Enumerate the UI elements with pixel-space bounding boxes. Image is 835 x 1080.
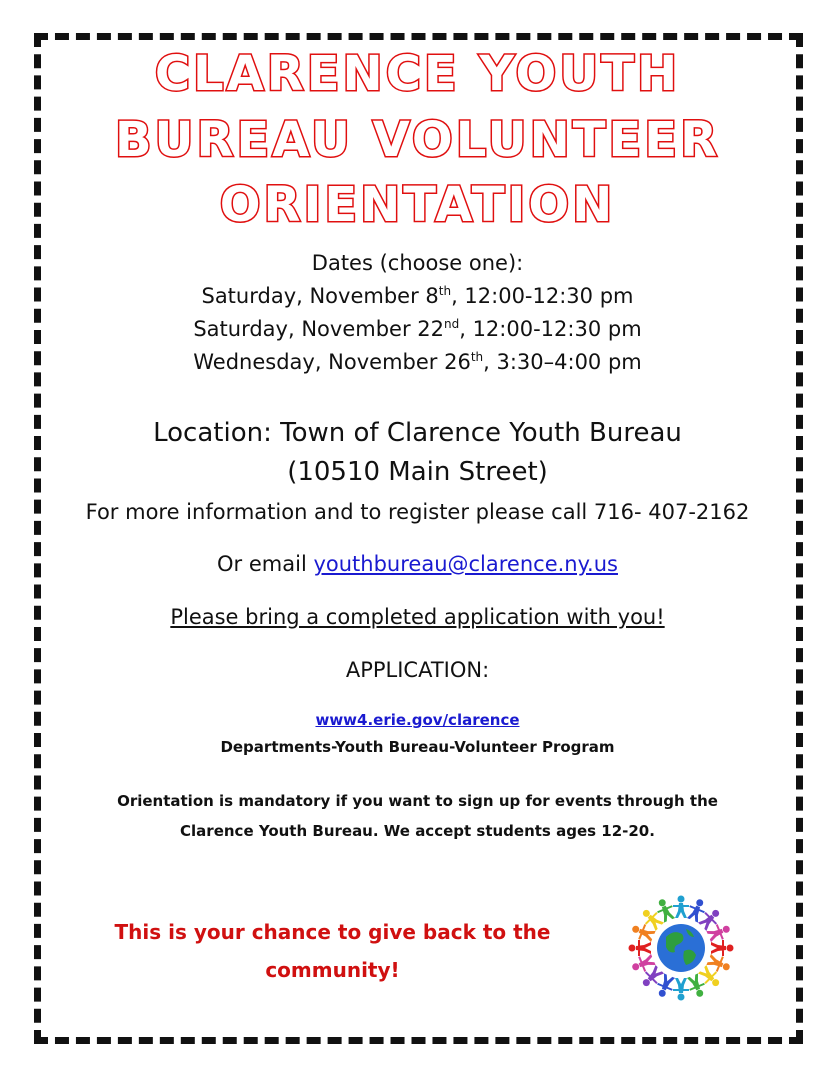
person-figure — [629, 952, 656, 975]
person-figure — [706, 921, 733, 944]
notice-line-1: Orientation is mandatory if you want to sign up for events through the — [117, 792, 718, 810]
email-line: Or email youthbureau@clarence.ny.us — [217, 552, 618, 576]
application-path: Departments-Youth Bureau-Volunteer Program — [220, 738, 615, 756]
person-figure — [654, 973, 677, 1000]
location-line-2: (10510 Main Street) — [287, 457, 548, 487]
dates-heading: Dates (choose one): — [311, 251, 524, 275]
person-figure — [638, 905, 665, 932]
title-line-1: CLARENCE YOUTH — [154, 46, 681, 102]
location-line-1: Location: Town of Clarence Youth Bureau — [153, 418, 682, 448]
closing-line-1: This is your chance to give back to the — [114, 920, 551, 944]
phone-line: For more information and to register please call 716- 407-2162 — [85, 500, 750, 524]
person-figure — [673, 896, 689, 919]
person-figure — [697, 905, 724, 932]
date-option-1: Saturday, November 8th, 12:00-12:30 pm — [201, 284, 634, 308]
date-option-3: Wednesday, November 26th, 3:30–4:00 pm — [193, 350, 642, 374]
person-figure — [706, 952, 733, 975]
date-option-2: Saturday, November 22nd, 12:00-12:30 pm — [193, 317, 642, 341]
person-figure — [711, 940, 734, 956]
title-line-3: ORIENTATION — [219, 177, 616, 233]
person-figure — [638, 964, 665, 991]
person-figure — [685, 896, 708, 923]
email-link[interactable]: youthbureau@clarence.ny.us — [313, 552, 618, 576]
person-figure — [685, 973, 708, 1000]
globe-with-people-icon — [626, 893, 736, 1003]
application-heading: APPLICATION: — [345, 658, 490, 682]
reminder-text: Please bring a completed application with you! — [170, 605, 665, 629]
person-figure — [697, 964, 724, 991]
person-figure — [629, 921, 656, 944]
person-figure — [654, 896, 677, 923]
person-figure — [673, 978, 689, 1001]
application-url-link[interactable]: www4.erie.gov/clarence — [315, 711, 520, 729]
person-figure — [629, 940, 652, 956]
closing-line-2: community! — [265, 958, 400, 982]
title-line-2: BUREAU VOLUNTEER — [114, 112, 721, 168]
notice-line-2: Clarence Youth Bureau. We accept students ages 12-20. — [180, 822, 655, 840]
